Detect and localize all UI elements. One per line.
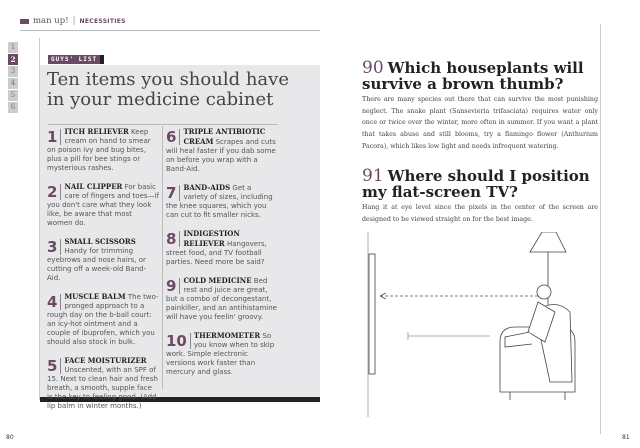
title-rule xyxy=(48,124,278,125)
question-body: There are many species out there that can survive the most punishing neglect. The snake plant (Sansevieria trifasciata) requires water only once or twice over the winter, more often in summer. If you want a plant that takes abuse and still blooms, try a flamingo flower (Anthurium Pacora), which likes low light and needs infrequent watering. xyxy=(362,96,598,150)
item-text: Bed rest and juice are great, but a combo of decongestant, painkiller, and an antihistamine will have you feelin' groovy. xyxy=(166,277,277,321)
page-tab-3: 3 xyxy=(8,66,18,77)
item-text: Scrapes and cuts will heal faster if you dab some on before you wrap with a Band-Aid. xyxy=(166,138,276,173)
header-rule xyxy=(20,30,320,31)
page-tab-2: 2 xyxy=(8,54,18,65)
margin-rule xyxy=(600,24,601,434)
list-item xyxy=(166,183,278,220)
question-heading xyxy=(362,168,598,200)
item-name: MUSCLE BALM xyxy=(64,292,126,301)
list-item xyxy=(166,276,278,322)
item-text: Hangovers, street food, and TV football parties. Need more be said? xyxy=(166,240,267,266)
item-number: 5 xyxy=(47,358,61,374)
item-number: 6 xyxy=(166,129,180,145)
item-number: 9 xyxy=(166,278,180,294)
column-divider xyxy=(162,126,163,389)
kicker: GUYS' LIST xyxy=(48,55,100,64)
page-tab-4: 4 xyxy=(8,78,18,89)
item-name: ITCH RELIEVER xyxy=(64,127,129,136)
item-text: Keep cream on hand to smear on poison ivy and bug bites, plus a pill for bee stings or mysterious rashes. xyxy=(47,128,151,172)
tv-icon xyxy=(369,254,375,374)
brand: man up! xyxy=(33,16,69,26)
page-tabs xyxy=(8,42,18,113)
item-text: Handy for trimming eyebrows and nose hairs, or cutting off a week-old Band-Aid. xyxy=(47,247,147,282)
question-title: Which houseplants will survive a brown thumb? xyxy=(362,59,584,93)
list-column-1 xyxy=(47,127,159,420)
running-header xyxy=(20,16,126,26)
question-number: 90 xyxy=(362,58,384,78)
item-text: The two-pronged approach to a rough day on the b-ball court: an icy-hot ointment and a couple of ibuprofen, which you should also stock in bulk. xyxy=(47,293,159,346)
item-name: BAND-AIDS xyxy=(183,183,231,192)
item-number: 10 xyxy=(166,333,191,349)
item-number: 7 xyxy=(166,185,180,201)
question-title: Where should I position my flat-screen TV? xyxy=(362,167,590,201)
header-separator: | xyxy=(72,16,76,26)
item-text: Unscented, with an SPF of 15. Next to clean hair and fresh breath, a smooth, supple face is the key to feeling good. (Add lip balm in winter months.) xyxy=(47,366,158,410)
list-item xyxy=(166,331,278,377)
list-item xyxy=(47,356,159,411)
header-marker xyxy=(20,19,29,24)
question-heading xyxy=(362,60,598,92)
tv-viewing-illustration xyxy=(360,232,590,422)
question-number: 91 xyxy=(362,166,384,186)
list-column-2 xyxy=(166,127,278,386)
question-90 xyxy=(362,60,598,153)
item-name: TRIPLE ANTIBIOTIC CREAM xyxy=(183,127,266,146)
list-item xyxy=(166,229,278,267)
question-body: Hang it at eye level since the pixels in the center of the screen are designed to be viewed straight on for the best image. xyxy=(362,204,598,223)
item-number: 1 xyxy=(47,129,61,145)
item-name: SMALL SCISSORS xyxy=(64,237,136,246)
item-number: 8 xyxy=(166,231,180,247)
item-text: For basic care of fingers and toes—if you don't care what they look like, be aware that most women do. xyxy=(47,183,159,227)
list-item xyxy=(166,127,278,174)
question-91 xyxy=(362,168,598,225)
item-number: 4 xyxy=(47,294,61,310)
item-name: COLD MEDICINE xyxy=(183,276,252,285)
item-text: Get a variety of sizes, including the knee squares, which you can cut to fit smaller nicks. xyxy=(166,184,273,219)
item-name: FACE MOISTURIZER xyxy=(64,356,147,365)
list-item xyxy=(47,292,159,347)
item-number: 3 xyxy=(47,239,61,255)
page-number-right: 81 xyxy=(622,434,630,441)
page-number-left: 80 xyxy=(6,434,14,441)
page-tab-1: 1 xyxy=(8,42,18,53)
list-item xyxy=(47,182,159,228)
section-name: NECESSITIES xyxy=(79,17,126,25)
page-tab-6: 6 xyxy=(8,102,18,113)
item-text: So you know when to skip work. Simple electronic versions work faster than mercury and glass. xyxy=(166,332,275,376)
item-name: INDIGESTION RELIEVER xyxy=(183,229,240,248)
armchair-with-person-icon xyxy=(500,285,575,400)
item-name: NAIL CLIPPER xyxy=(64,182,123,191)
list-item xyxy=(47,237,159,283)
item-number: 2 xyxy=(47,184,61,200)
page-tab-5: 5 xyxy=(8,90,18,101)
list-title: Ten items you should have in your medicine cabinet xyxy=(47,69,289,110)
list-item xyxy=(47,127,159,173)
item-name: THERMOMETER xyxy=(193,331,261,340)
